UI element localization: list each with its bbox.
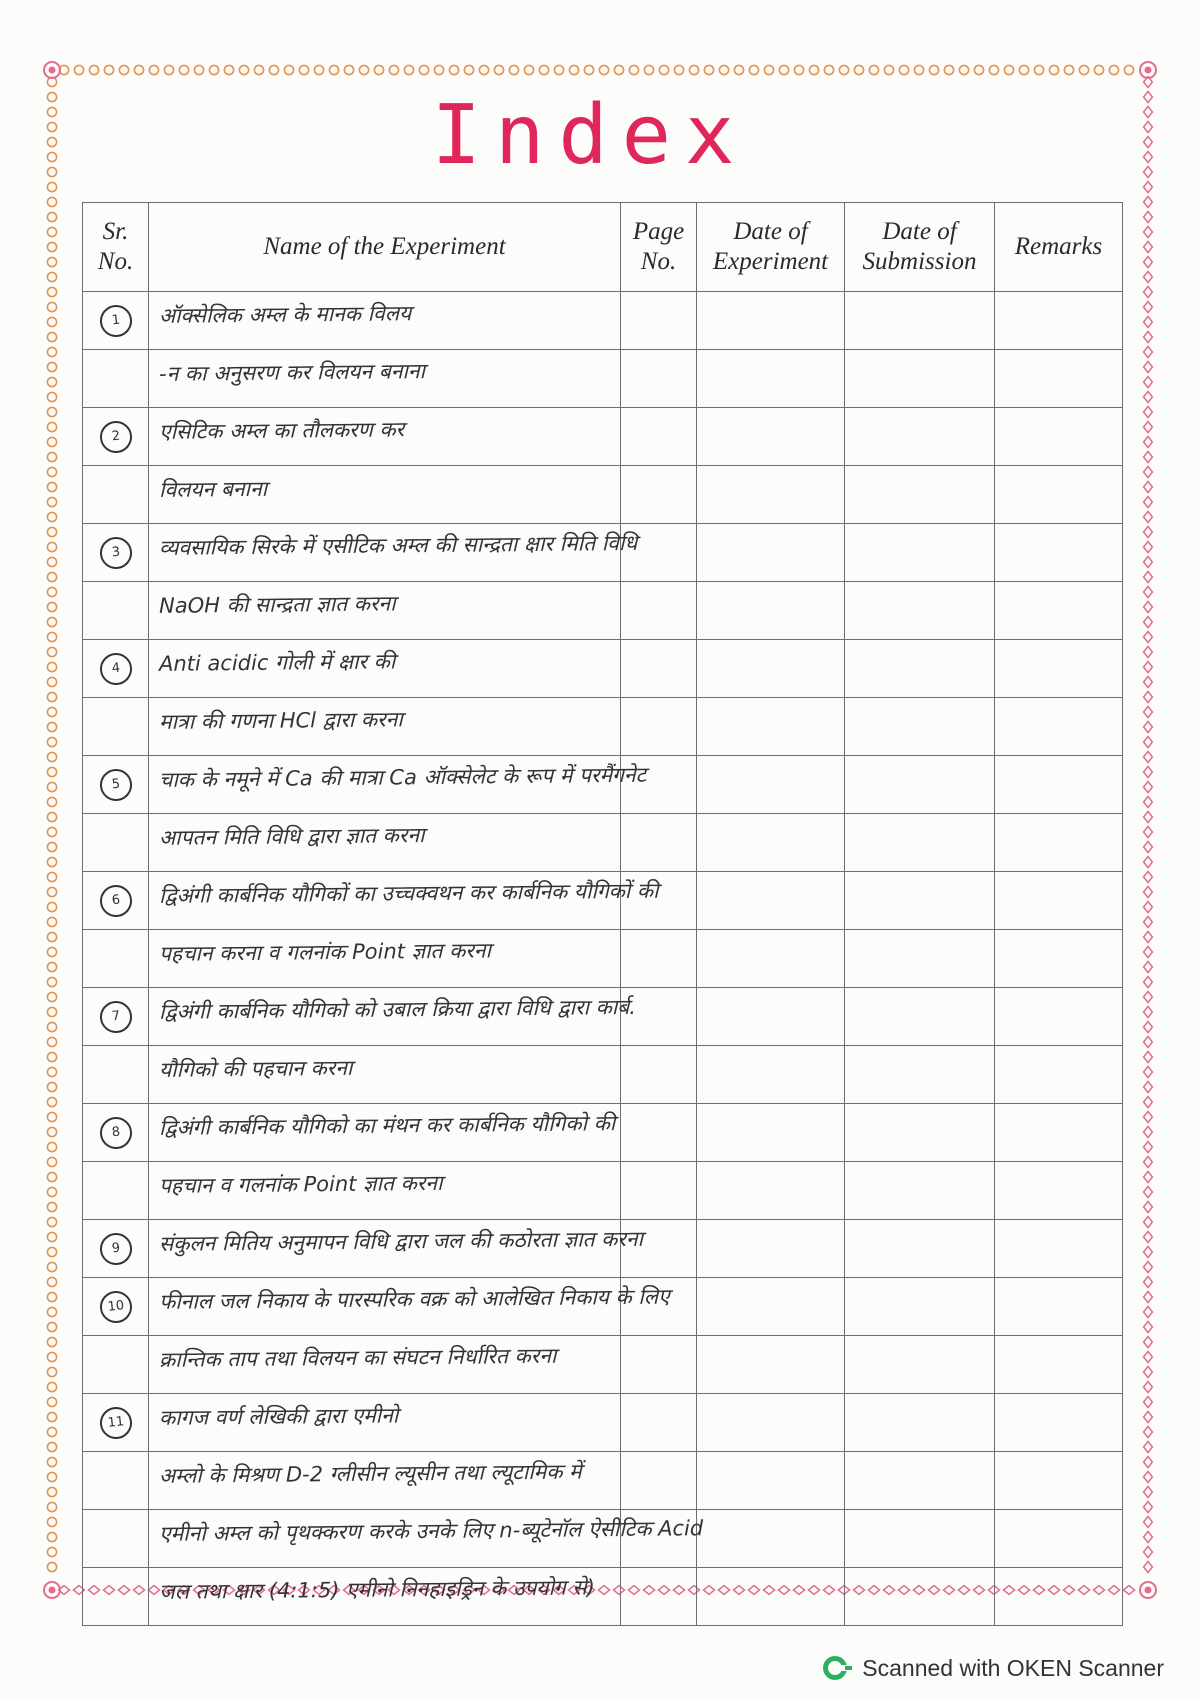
remarks-cell <box>995 1220 1123 1278</box>
experiment-name-cell <box>149 1568 621 1626</box>
table-row <box>83 640 1123 698</box>
date-of-experiment-cell <box>697 1510 845 1568</box>
date-of-submission-cell <box>845 872 995 930</box>
page-no-cell <box>621 582 697 640</box>
date-of-experiment-cell <box>697 1278 845 1336</box>
experiment-name-text: क्रान्तिक ताप तथा विलयन का संघटन निर्धारित करना <box>158 1343 557 1372</box>
sr-number: 2 <box>98 419 133 454</box>
remarks-cell <box>995 524 1123 582</box>
sr-number: 1 <box>98 303 133 338</box>
sr-no-cell <box>83 1394 149 1452</box>
page-no-cell <box>621 1452 697 1510</box>
sr-no-cell <box>83 1162 149 1220</box>
experiment-name-text: चाक के नमूने में Ca की मात्रा Ca ऑक्सेलेट के रूप में परमैंगनेट <box>158 762 647 792</box>
experiment-name-text: द्विअंगी कार्बनिक यौगिको का मंथन कर कार्बनिक यौगिको की <box>158 1111 616 1140</box>
header-sr-no: Sr. No. <box>83 203 149 292</box>
date-of-experiment-cell <box>697 524 845 582</box>
date-of-experiment-cell <box>697 1394 845 1452</box>
experiment-name-cell <box>149 814 621 872</box>
remarks-cell <box>995 350 1123 408</box>
experiment-name-cell <box>149 872 659 930</box>
page-no-cell <box>621 292 697 350</box>
experiment-name-text: द्विअंगी कार्बनिक यौगिकों का उच्चक्वथन कर कार्बनिक यौगिकों की <box>158 878 659 908</box>
page-no-cell <box>621 466 697 524</box>
page-no-cell <box>621 1394 697 1452</box>
table-row <box>83 698 1123 756</box>
date-of-submission-cell <box>845 466 995 524</box>
experiment-name-text: अम्लो के मिश्रण D-2 ग्लीसीन ल्यूसीन तथा ल्यूटामिक में <box>158 1459 582 1488</box>
table-row <box>83 1046 1123 1104</box>
date-of-submission-cell <box>845 1568 995 1626</box>
experiment-name-cell <box>149 1336 621 1394</box>
date-of-submission-cell <box>845 930 995 988</box>
table-row <box>83 988 1123 1046</box>
sr-number: 11 <box>98 1405 133 1440</box>
experiment-name-text: Anti acidic गोली में क्षार की <box>158 649 396 676</box>
date-of-experiment-cell <box>697 408 845 466</box>
experiment-name-cell <box>149 582 621 640</box>
experiment-name-text: द्विअंगी कार्बनिक यौगिको को उबाल क्रिया द्वारा विधि द्वारा कार्ब. <box>158 994 636 1024</box>
remarks-cell <box>995 640 1123 698</box>
sr-no-cell <box>83 350 149 408</box>
date-of-submission-cell <box>845 292 995 350</box>
experiment-name-text: फीनाल जल निकाय के पारस्परिक वक्र को आलेखित निकाय के लिए <box>158 1284 670 1314</box>
sr-no-cell <box>83 582 149 640</box>
experiment-name-cell <box>149 1510 704 1568</box>
date-of-submission-cell <box>845 1510 995 1568</box>
table-row <box>83 350 1123 408</box>
table-row <box>83 292 1123 350</box>
date-of-submission-cell <box>845 1452 995 1510</box>
experiment-name-cell <box>149 466 621 524</box>
page-no-cell <box>621 408 697 466</box>
remarks-cell <box>995 698 1123 756</box>
remarks-cell <box>995 1162 1123 1220</box>
page-no-cell <box>621 350 697 408</box>
table-row <box>83 872 1123 930</box>
remarks-cell <box>995 872 1123 930</box>
experiment-name-cell <box>149 988 636 1046</box>
remarks-cell <box>995 582 1123 640</box>
experiment-name-cell <box>149 640 621 698</box>
experiment-name-cell <box>149 524 638 582</box>
sr-no-cell <box>83 1104 149 1162</box>
date-of-experiment-cell <box>697 872 845 930</box>
table-row <box>83 814 1123 872</box>
experiment-name-text: पहचान करना व गलनांक Point ज्ञात करना <box>158 938 492 966</box>
experiment-name-text: जल तथा क्षार (4:1:5) एमीनो निनहाइड्रिन के उपयोग से) <box>158 1575 595 1604</box>
experiment-name-text: कागज वर्ण लेखिकी द्वारा एमीनो <box>158 1403 399 1430</box>
experiment-name-cell <box>149 1046 621 1104</box>
date-of-experiment-cell <box>697 1162 845 1220</box>
page-no-cell <box>621 698 697 756</box>
oken-logo-icon <box>818 1653 852 1683</box>
sr-no-cell <box>83 814 149 872</box>
experiment-name-cell <box>149 1220 644 1278</box>
date-of-submission-cell <box>845 814 995 872</box>
page-no-cell <box>621 1104 697 1162</box>
remarks-cell <box>995 1046 1123 1104</box>
page-no-cell <box>621 1162 697 1220</box>
header-date-of-submission: Date of Submission <box>845 203 995 292</box>
table-row <box>83 582 1123 640</box>
remarks-cell <box>995 1452 1123 1510</box>
date-of-submission-cell <box>845 1046 995 1104</box>
experiment-name-text: एसिटिक अम्ल का तौलकरण कर <box>158 417 405 444</box>
sr-no-cell <box>83 698 149 756</box>
table-row <box>83 1510 1123 1568</box>
date-of-experiment-cell <box>697 988 845 1046</box>
sr-number: 9 <box>98 1231 133 1266</box>
page-no-cell <box>621 930 697 988</box>
experiment-name-text: एमीनो अम्ल को पृथक्करण करके उनके लिए n-ब्यूटेनॉल ऐसीटिक Acid <box>158 1516 704 1546</box>
sr-number: 7 <box>98 999 133 1034</box>
remarks-cell <box>995 814 1123 872</box>
table-row <box>83 1278 1123 1336</box>
table-row <box>83 524 1123 582</box>
experiment-name-text: यौगिको की पहचान करना <box>158 1055 353 1082</box>
experiment-name-text: व्यवसायिक सिरके में एसीटिक अम्ल की सान्द्रता क्षार मिति विधि <box>158 530 638 560</box>
remarks-cell <box>995 1510 1123 1568</box>
experiment-name-cell <box>149 1162 621 1220</box>
page-title: Index <box>431 88 749 183</box>
date-of-experiment-cell <box>697 350 845 408</box>
experiment-name-text: पहचान व गलनांक Point ज्ञात करना <box>158 1170 443 1198</box>
date-of-experiment-cell <box>697 814 845 872</box>
sr-no-cell <box>83 1220 149 1278</box>
date-of-submission-cell <box>845 1162 995 1220</box>
date-of-submission-cell <box>845 582 995 640</box>
table-row <box>83 466 1123 524</box>
page-no-cell <box>621 1336 697 1394</box>
experiment-name-cell <box>149 408 621 466</box>
date-of-submission-cell <box>845 1278 995 1336</box>
experiment-name-cell <box>149 756 647 814</box>
remarks-cell <box>995 1278 1123 1336</box>
remarks-cell <box>995 1104 1123 1162</box>
sr-no-cell <box>83 466 149 524</box>
sr-number: 6 <box>98 883 133 918</box>
experiment-name-text: NaOH की सान्द्रता ज्ञात करना <box>158 591 396 618</box>
experiment-name-cell <box>149 1452 621 1510</box>
date-of-submission-cell <box>845 524 995 582</box>
experiment-name-cell <box>149 698 621 756</box>
table-row <box>83 1104 1123 1162</box>
table-row <box>83 408 1123 466</box>
experiment-name-text: आपतन मिति विधि द्वारा ज्ञात करना <box>158 823 425 850</box>
table-row <box>83 1336 1123 1394</box>
experiment-name-text: ऑक्सेलिक अम्ल के मानक विलय <box>158 301 412 328</box>
experiment-name-text: संकुलन मितिय अनुमापन विधि द्वारा जल की कठोरता ज्ञात करना <box>158 1226 644 1256</box>
table-row <box>83 756 1123 814</box>
scanner-text: Scanned with OKEN Scanner <box>862 1654 1164 1681</box>
table-row <box>83 1568 1123 1626</box>
date-of-submission-cell <box>845 698 995 756</box>
sr-no-cell <box>83 1336 149 1394</box>
sr-no-cell <box>83 408 149 466</box>
experiment-name-text: -न का अनुसरण कर विलयन बनाना <box>158 359 426 386</box>
sr-no-cell <box>83 988 149 1046</box>
table-header-row <box>83 203 1123 292</box>
date-of-submission-cell <box>845 1336 995 1394</box>
header-date-of-experiment: Date of Experiment <box>697 203 845 292</box>
page-no-cell <box>621 814 697 872</box>
experiment-name-cell <box>149 1104 621 1162</box>
header-experiment-name: Name of the Experiment <box>149 203 621 292</box>
sr-no-cell <box>83 1278 149 1336</box>
experiment-name-cell <box>149 1394 621 1452</box>
sr-number: 10 <box>98 1289 133 1324</box>
date-of-experiment-cell <box>697 640 845 698</box>
remarks-cell <box>995 1394 1123 1452</box>
page-no-cell <box>621 1568 697 1626</box>
scanner-watermark <box>818 1650 1164 1686</box>
date-of-experiment-cell <box>697 1104 845 1162</box>
date-of-experiment-cell <box>697 582 845 640</box>
page-no-cell <box>621 640 697 698</box>
sr-no-cell <box>83 1046 149 1104</box>
date-of-experiment-cell <box>697 1336 845 1394</box>
header-page-no: Page No. <box>621 203 697 292</box>
date-of-experiment-cell <box>697 292 845 350</box>
page-no-cell <box>621 1046 697 1104</box>
sr-number: 8 <box>98 1115 133 1150</box>
sr-no-cell <box>83 1568 149 1626</box>
sr-no-cell <box>83 524 149 582</box>
date-of-experiment-cell <box>697 930 845 988</box>
date-of-submission-cell <box>845 1220 995 1278</box>
table-row <box>83 1452 1123 1510</box>
table-row <box>83 1394 1123 1452</box>
remarks-cell <box>995 756 1123 814</box>
sr-number: 4 <box>98 651 133 686</box>
table-row <box>83 1162 1123 1220</box>
experiment-name-cell <box>149 1278 670 1336</box>
sr-no-cell <box>83 1452 149 1510</box>
remarks-cell <box>995 466 1123 524</box>
date-of-experiment-cell <box>697 1220 845 1278</box>
table-row <box>83 930 1123 988</box>
sr-number: 5 <box>98 767 133 802</box>
date-of-submission-cell <box>845 1394 995 1452</box>
date-of-submission-cell <box>845 640 995 698</box>
remarks-cell <box>995 1568 1123 1626</box>
header-remarks: Remarks <box>995 203 1123 292</box>
sr-number: 3 <box>98 535 133 570</box>
remarks-cell <box>995 930 1123 988</box>
sr-no-cell <box>83 1510 149 1568</box>
sr-no-cell <box>83 640 149 698</box>
remarks-cell <box>995 988 1123 1046</box>
date-of-submission-cell <box>845 756 995 814</box>
table-row <box>83 1220 1123 1278</box>
experiment-name-cell <box>149 930 621 988</box>
sr-no-cell <box>83 756 149 814</box>
sr-no-cell <box>83 930 149 988</box>
date-of-submission-cell <box>845 350 995 408</box>
experiment-name-cell <box>149 292 621 350</box>
experiment-name-cell <box>149 350 621 408</box>
date-of-experiment-cell <box>697 1452 845 1510</box>
date-of-experiment-cell <box>697 1046 845 1104</box>
date-of-submission-cell <box>845 1104 995 1162</box>
date-of-submission-cell <box>845 408 995 466</box>
date-of-experiment-cell <box>697 1568 845 1626</box>
index-table <box>82 202 1123 1626</box>
date-of-experiment-cell <box>697 466 845 524</box>
remarks-cell <box>995 292 1123 350</box>
sr-no-cell <box>83 292 149 350</box>
remarks-cell <box>995 1336 1123 1394</box>
sr-no-cell <box>83 872 149 930</box>
experiment-name-text: मात्रा की गणना HCl द्वारा करना <box>158 707 403 734</box>
date-of-experiment-cell <box>697 756 845 814</box>
remarks-cell <box>995 408 1123 466</box>
experiment-name-text: विलयन बनाना <box>158 476 268 502</box>
date-of-submission-cell <box>845 988 995 1046</box>
date-of-experiment-cell <box>697 698 845 756</box>
